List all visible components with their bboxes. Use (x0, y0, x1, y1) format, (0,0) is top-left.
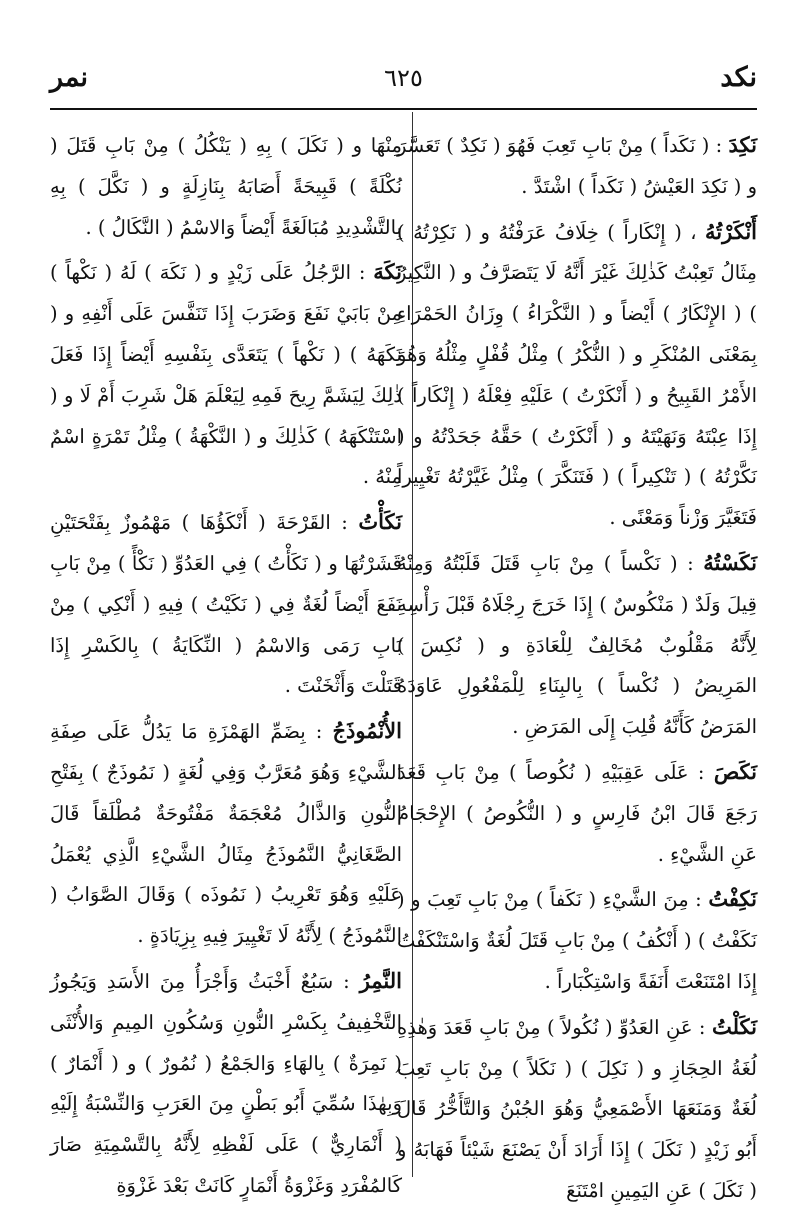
entry-definition: : سَبُعٌ أَخْبَثُ وَأَجْرَأُ مِنَ الأَسَدِ وَيَجُوزُ التَّخْفِيفُ بِكَسْرِ النُّونِ وَسُكُونِ المِيمِ وَالأُنْثَى ( نَمِرَةٌ ) بِالهَاءِ وَالجَمْعُ ( نُمُورٌ ) و ( أَنْمَارٌ ) وَبِهٰذَا سُمِّيَ أَبُو بَطْنٍ مِنَ العَرَبِ وَالنِّسْبَةُ إِلَيْهِ ( أَنْمَارِيٌّ ) عَلَى لَفْظِهِ لِأَنَّهُ بِالتَّسْمِيَةِ صَارَ كَالمُفْرَدِ وَغَزْوَةُ أَنْمَارٍ كَانَتْ بَعْدَ غَزْوَةِ (50, 969, 402, 1197)
entry-definition: : عَلَى عَقِبَيْهِ ( نُكُوصاً ) مِنْ بَابِ قَعَدَ رَجَعَ قَالَ ابْنُ فَارِسٍ و ( النُّكُوصُ ) الإِحْجَامُ عَنِ الشَّيْءِ . (397, 760, 757, 866)
entry-definition: : القَرْحَةَ ( أَنْكَؤُهَا ) مَهْمُوزٌ بِفَتْحَتَيْنِ قَشَرْتُهَا و ( نَكَأْتُ ) فِي العَدُوِّ ( نَكْأً ) مِنْ بَابِ نَفَعَ أَيْضاً لُغَةٌ فِي ( نَكَيْتُ ) فِيهِ ( أَنْكِي ) مِنْ بَابِ رَمَى وَالاسْمُ ( النِّكَايَةُ ) بِالكَسْرِ إِذَا قَتَلْتَ وَأَثْخَنْتَ . (50, 511, 402, 698)
entry-ankartuhu (397, 212, 757, 539)
entry-definition: : ( نَكَداً ) مِنْ بَابِ تَعِبَ فَهُوَ ( نَكِدٌ ) تَعَسَّرَ و ( نَكِدَ العَيْشُ ( نَكَداً ) اشْتَدَّ . (397, 134, 757, 198)
entry-headword: الأُنْمُوذَجُ (332, 718, 402, 744)
entry-headword: نَكَسْتُهُ (703, 549, 757, 575)
entry-nakasa (397, 752, 757, 875)
entry-naka-tu (50, 502, 402, 707)
entry-nakida (397, 125, 757, 208)
entry-definition: مِنْهَا و ( نَكَلَ ) بِهِ ( يَنْكُلُ ) مِنْ بَابِ قَتَلَ ( نُكْلَةً ) قَبِيحَةً أَصَابَهُ بِنَازِلَةٍ و ( نَكَّلَ ) بِهِ بِالتَّشْدِيدِ مُبَالَغَةً أَيْضاً وَالاسْمُ ( النَّكَالُ ) . (50, 134, 402, 239)
entry-definition: : ( نَكْساً ) مِنْ بَابِ قَتَلَ قَلَبْتُهُ وَمِنْهُ قِيلَ وَلَدٌ ( مَنْكُوسٌ ) إِذَا خَرَجَ رِجْلَاهُ قَبْلَ رَأْسِهِ لِأَنَّهُ مَقْلُوبٌ مُخَالِفٌ لِلْعَادَةِ و ( نُكِسَ ) المَرِيضُ ( نُكْساً ) بِالبِنَاءِ لِلْمَفْعُولِ عَاوَدَهُ المَرَضُ كَأَنَّهُ قُلِبَ إِلَى المَرَضِ . (397, 551, 757, 739)
page-number: ٦٢٥ (384, 64, 423, 92)
entry-headword: نَكَصَ (713, 758, 757, 784)
entry-namir (50, 961, 402, 1207)
entry-nakiftu (397, 879, 757, 1002)
entry-definition: : بِضَمِّ الهَمْزَةِ مَا يَدُلُّ عَلَى صِفَةِ الشَّيْءِ وَهُوَ مُعَرَّبٌ وَفِي لُغَةٍ ( نَمُوذَجٌ ) بِفَتْحِ النُّونِ وَالذَّالُ مُعْجَمَةٌ مَفْتُوحَةٌ مُطْلَقاً قَالَ الصَّغَانِيُّ النَّمُوذَجُ مِثَالُ الشَّيْءِ الَّذِي يُعْمَلُ عَلَيْهِ وَهُوَ تَعْرِيبُ ( نَمُوذَه ) وَقَالَ الصَّوَابُ ( النَّمُوذَجُ ) لِأَنَّهُ لَا تَغْيِيرَ فِيهِ بِزِيَادَةٍ . (50, 720, 402, 948)
header-rule (50, 108, 757, 110)
entry-nakastuhu (397, 543, 757, 748)
entry-headword: نَكَأْتُ (358, 509, 402, 535)
entry-headword: النَّمِرُ (359, 967, 402, 993)
page-header (50, 58, 757, 98)
right-column (397, 125, 757, 1202)
entry-unmudhaj (50, 711, 402, 957)
entry-definition: : الرَّجُلُ عَلَى زَيْدٍ و ( نَكَهَ ) لَهُ ( نَكْهاً ) مِنْ بَابَيْ نَفَعَ وَضَرَبَ إِذَا تَنَفَّسَ عَلَى أَنْفِهِ و ( نَكَهَهُ ) ( نَكْهاً ) يَتَعَدَّى بِنَفْسِهِ أَيْضاً إِذَا فَعَلَ ذٰلِكَ لِيَشَمَّ رِيحَ فَمِهِ لِيَعْلَمَ هَلْ شَرِبَ أَمْ لَا و ( اسْتَنْكَهَهُ ) كَذٰلِكَ و ( النَّكْهَةُ ) مِثْلُ تَمْرَةٍ اسْمٌ مِنْهُ . (50, 261, 402, 489)
entry-definition: : مِنَ الشَّيْءِ ( نَكَفاً ) مِنْ بَابِ تَعِبَ و ( نَكَفْتُ ) ( أَنْكُفُ ) مِنْ بَابِ قَتَلَ لُغَةٌ وَاسْتَنْكَفْتُ إِذَا امْتَنَعْتَ أَنَفَةً وَاسْتِكْبَاراً . (397, 888, 757, 993)
entry-continuation (50, 125, 402, 248)
entry-headword: نَكِدَ (728, 132, 757, 157)
entry-headword: نَكَهَ (373, 259, 402, 285)
entry-headword: أَنْكَرْتُهُ (705, 218, 757, 244)
entry-headword: نَكَلْتُ (711, 1013, 757, 1039)
entry-headword: نَكِفْتُ (708, 886, 757, 912)
entry-nakaha (50, 252, 402, 498)
entry-definition: : عَنِ العَدُوِّ ( نُكُولاً ) مِنْ بَابِ قَعَدَ وَهٰذِهِ لُغَةُ الحِجَازِ و ( نَكِلَ ) ( نَكَلاً ) مِنْ بَابِ تَعِبَ لُغَةٌ وَمَنَعَهَا الأَصْمَعِيُّ وَهُوَ الجُبْنُ وَالتَّأَخُّرُ قَالَ أَبُو زَيْدٍ ( نَكَلَ ) إِذَا أَرَادَ أَنْ يَصْنَعَ شَيْئاً فَهَابَهُ و ( نَكَلَ ) عَنِ اليَمِينِ امْتَنَعَ (397, 1015, 757, 1202)
guide-word-right: نكد (720, 62, 757, 93)
guide-word-left: نمر (50, 62, 89, 93)
entry-definition: ، ( إِنْكَاراً ) خِلَافُ عَرَفْتُهُ و ( نَكِرْتُهُ ) مِثَالُ تَعِبْتُ كَذٰلِكَ غَيْرَ أَنَّهُ لَا يَتَصَرَّفُ و ( النَّكِيرُ ) ( الإِنْكَارُ ) أَيْضاً و ( النَّكْرَاءُ ) وِزَانُ الحَمْرَاءِ بِمَعْنَى المُنْكَرِ و ( النُّكْرُ ) مِثْلُ قُفْلٍ مِثْلُهُ وَهُوَ الأَمْرُ القَبِيحُ و ( أَنْكَرْتُ ) عَلَيْهِ فِعْلَهُ ( إِنْكَاراً ) إِذَا عِبْتَهُ وَنَهَيْتَهُ و ( أَنْكَرْتُ ) حَقَّهُ جَحَدْتُهُ و ( نَكَّرْتُهُ ) ( تَنْكِيراً ) ( فَتَنَكَّرَ ) مِثْلُ غَيَّرْتُهُ تَغْيِيراً فَتَغَيَّرَ وَزْناً وَمَعْنًى . (397, 220, 757, 530)
left-column (50, 125, 402, 1197)
entry-nakaltu (397, 1007, 757, 1212)
